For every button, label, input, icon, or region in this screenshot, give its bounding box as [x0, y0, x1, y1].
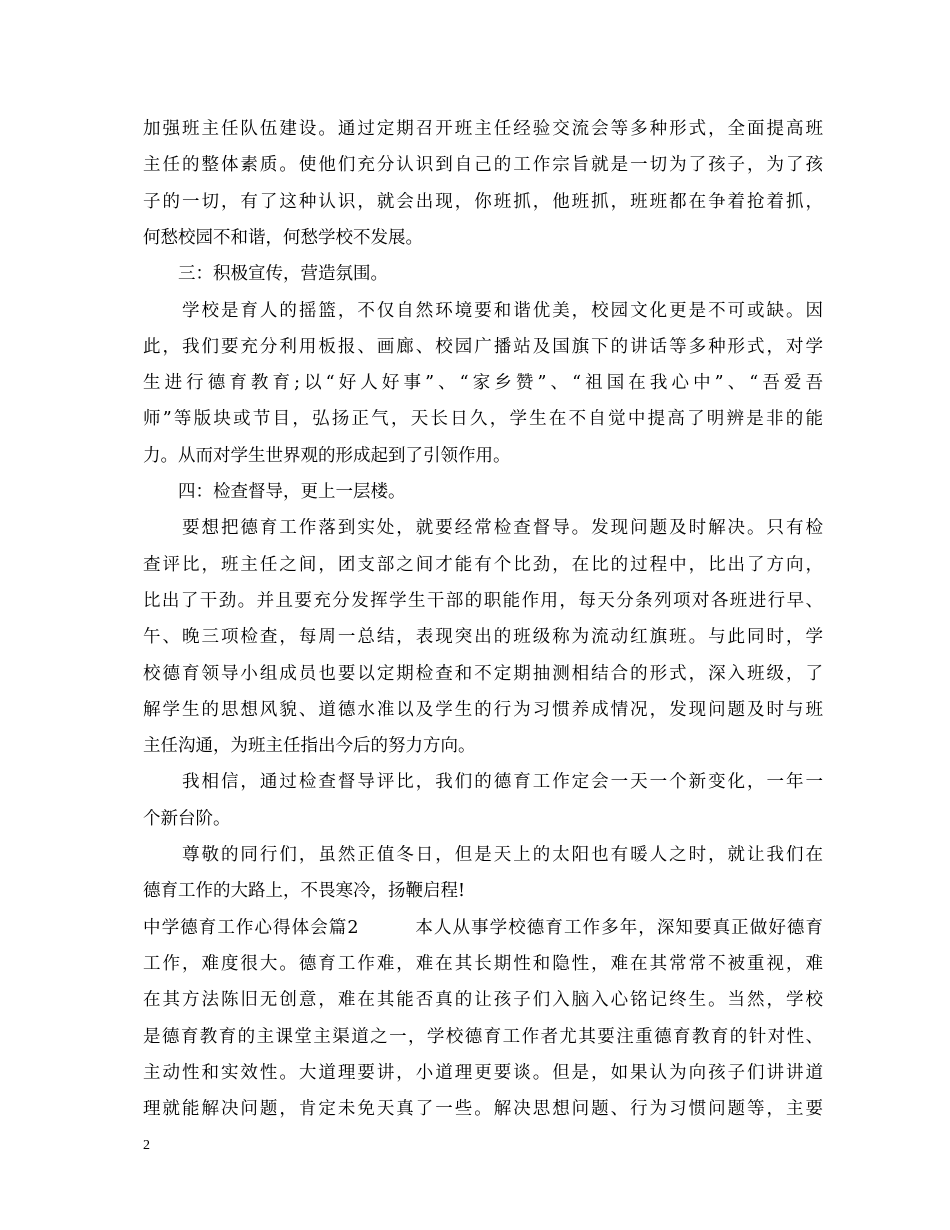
text-line: 理就能解决问题，肯定未免天真了一些。解决思想问题、行为习惯问题等，主要	[143, 1099, 823, 1120]
text-line: 我相信，通过检查督导评比，我们的德育工作定会一天一个新变化，一年一	[143, 772, 823, 793]
text-line: 校德育领导小组成员也要以定期检查和不定期抽测相结合的形式，深入班级，了	[143, 663, 823, 684]
text-line: 主任的整体素质。使他们充分认识到自己的工作宗旨就是一切为了孩子，为了孩	[143, 155, 823, 176]
text-line: 主动性和实效性。大道理要讲，小道理更要谈。但是，如果认为向孩子们讲讲道	[143, 1062, 823, 1083]
text-line: 要想把德育工作落到实处，就要经常检查督导。发现问题及时解决。只有检	[143, 518, 823, 539]
text-line: 中学德育工作心得体会篇2 本人从事学校德育工作多年，深知要真正做好德育	[143, 917, 823, 938]
text-line: 主任沟通，为班主任指出今后的努力方向。	[143, 736, 476, 757]
text-line: 学校是育人的摇篮，不仅自然环境要和谐优美，校园文化更是不可或缺。因	[143, 300, 823, 321]
text-line: 何愁校园不和谐，何愁学校不发展。	[143, 227, 423, 248]
text-line: 个新台阶。	[143, 808, 231, 829]
text-line: 是德育教育的主课堂主渠道之一，学校德育工作者尤其要注重德育教育的针对性、	[143, 1026, 823, 1047]
text-line: 尊敬的同行们，虽然正值冬日，但是天上的太阳也有暖人之时，就让我们在	[143, 845, 823, 865]
text-line: 德育工作的大路上，不畏寒冷，扬鞭启程!	[143, 881, 466, 902]
text-line: 比出了干劲。并且要充分发挥学生干部的职能作用，每天分条列项对各班进行早、	[143, 590, 823, 611]
text-line: 加强班主任队伍建设。通过定期召开班主任经验交流会等多种形式，全面提高班	[143, 119, 823, 139]
text-line: 师”等版块或节目，弘扬正气，天长日久，学生在不自觉中提高了明辨是非的能	[143, 409, 823, 430]
text-line: 午、晚三项检查，每周一总结，表现突出的班级称为流动红旗班。与此同时，学	[143, 627, 823, 648]
text-line: 生进行德育教育;以“好人好事”、“家乡赞”、“祖国在我心中”、“吾爱吾	[143, 373, 823, 394]
text-line: 子的一切，有了这种认识，就会出现，你班抓，他班抓，班班都在争着抢着抓，	[143, 191, 823, 212]
text-line: 在其方法陈旧无创意，难在其能否真的让孩子们入脑入心铭记终生。当然，学校	[143, 990, 823, 1011]
text-line: 四：检查督导，更上一层楼。	[143, 482, 406, 502]
text-line: 此，我们要充分利用板报、画廊、校园广播站及国旗下的讲话等多种形式，对学	[143, 336, 823, 357]
text-line: 工作，难度很大。德育工作难，难在其长期性和隐性，难在其常常不被重视，难	[143, 953, 823, 974]
text-line: 查评比，班主任之间，团支部之间才能有个比劲，在比的过程中，比出了方向，	[143, 554, 823, 575]
text-line: 三：积极宣传，营造氛围。	[143, 264, 388, 285]
text-line: 力。从而对学生世界观的形成起到了引领作用。	[143, 445, 511, 466]
page-number: 2	[143, 1138, 150, 1153]
text-line: 解学生的思想风貌、道德水准以及学生的行为习惯养成情况，发现问题及时与班	[143, 699, 823, 720]
